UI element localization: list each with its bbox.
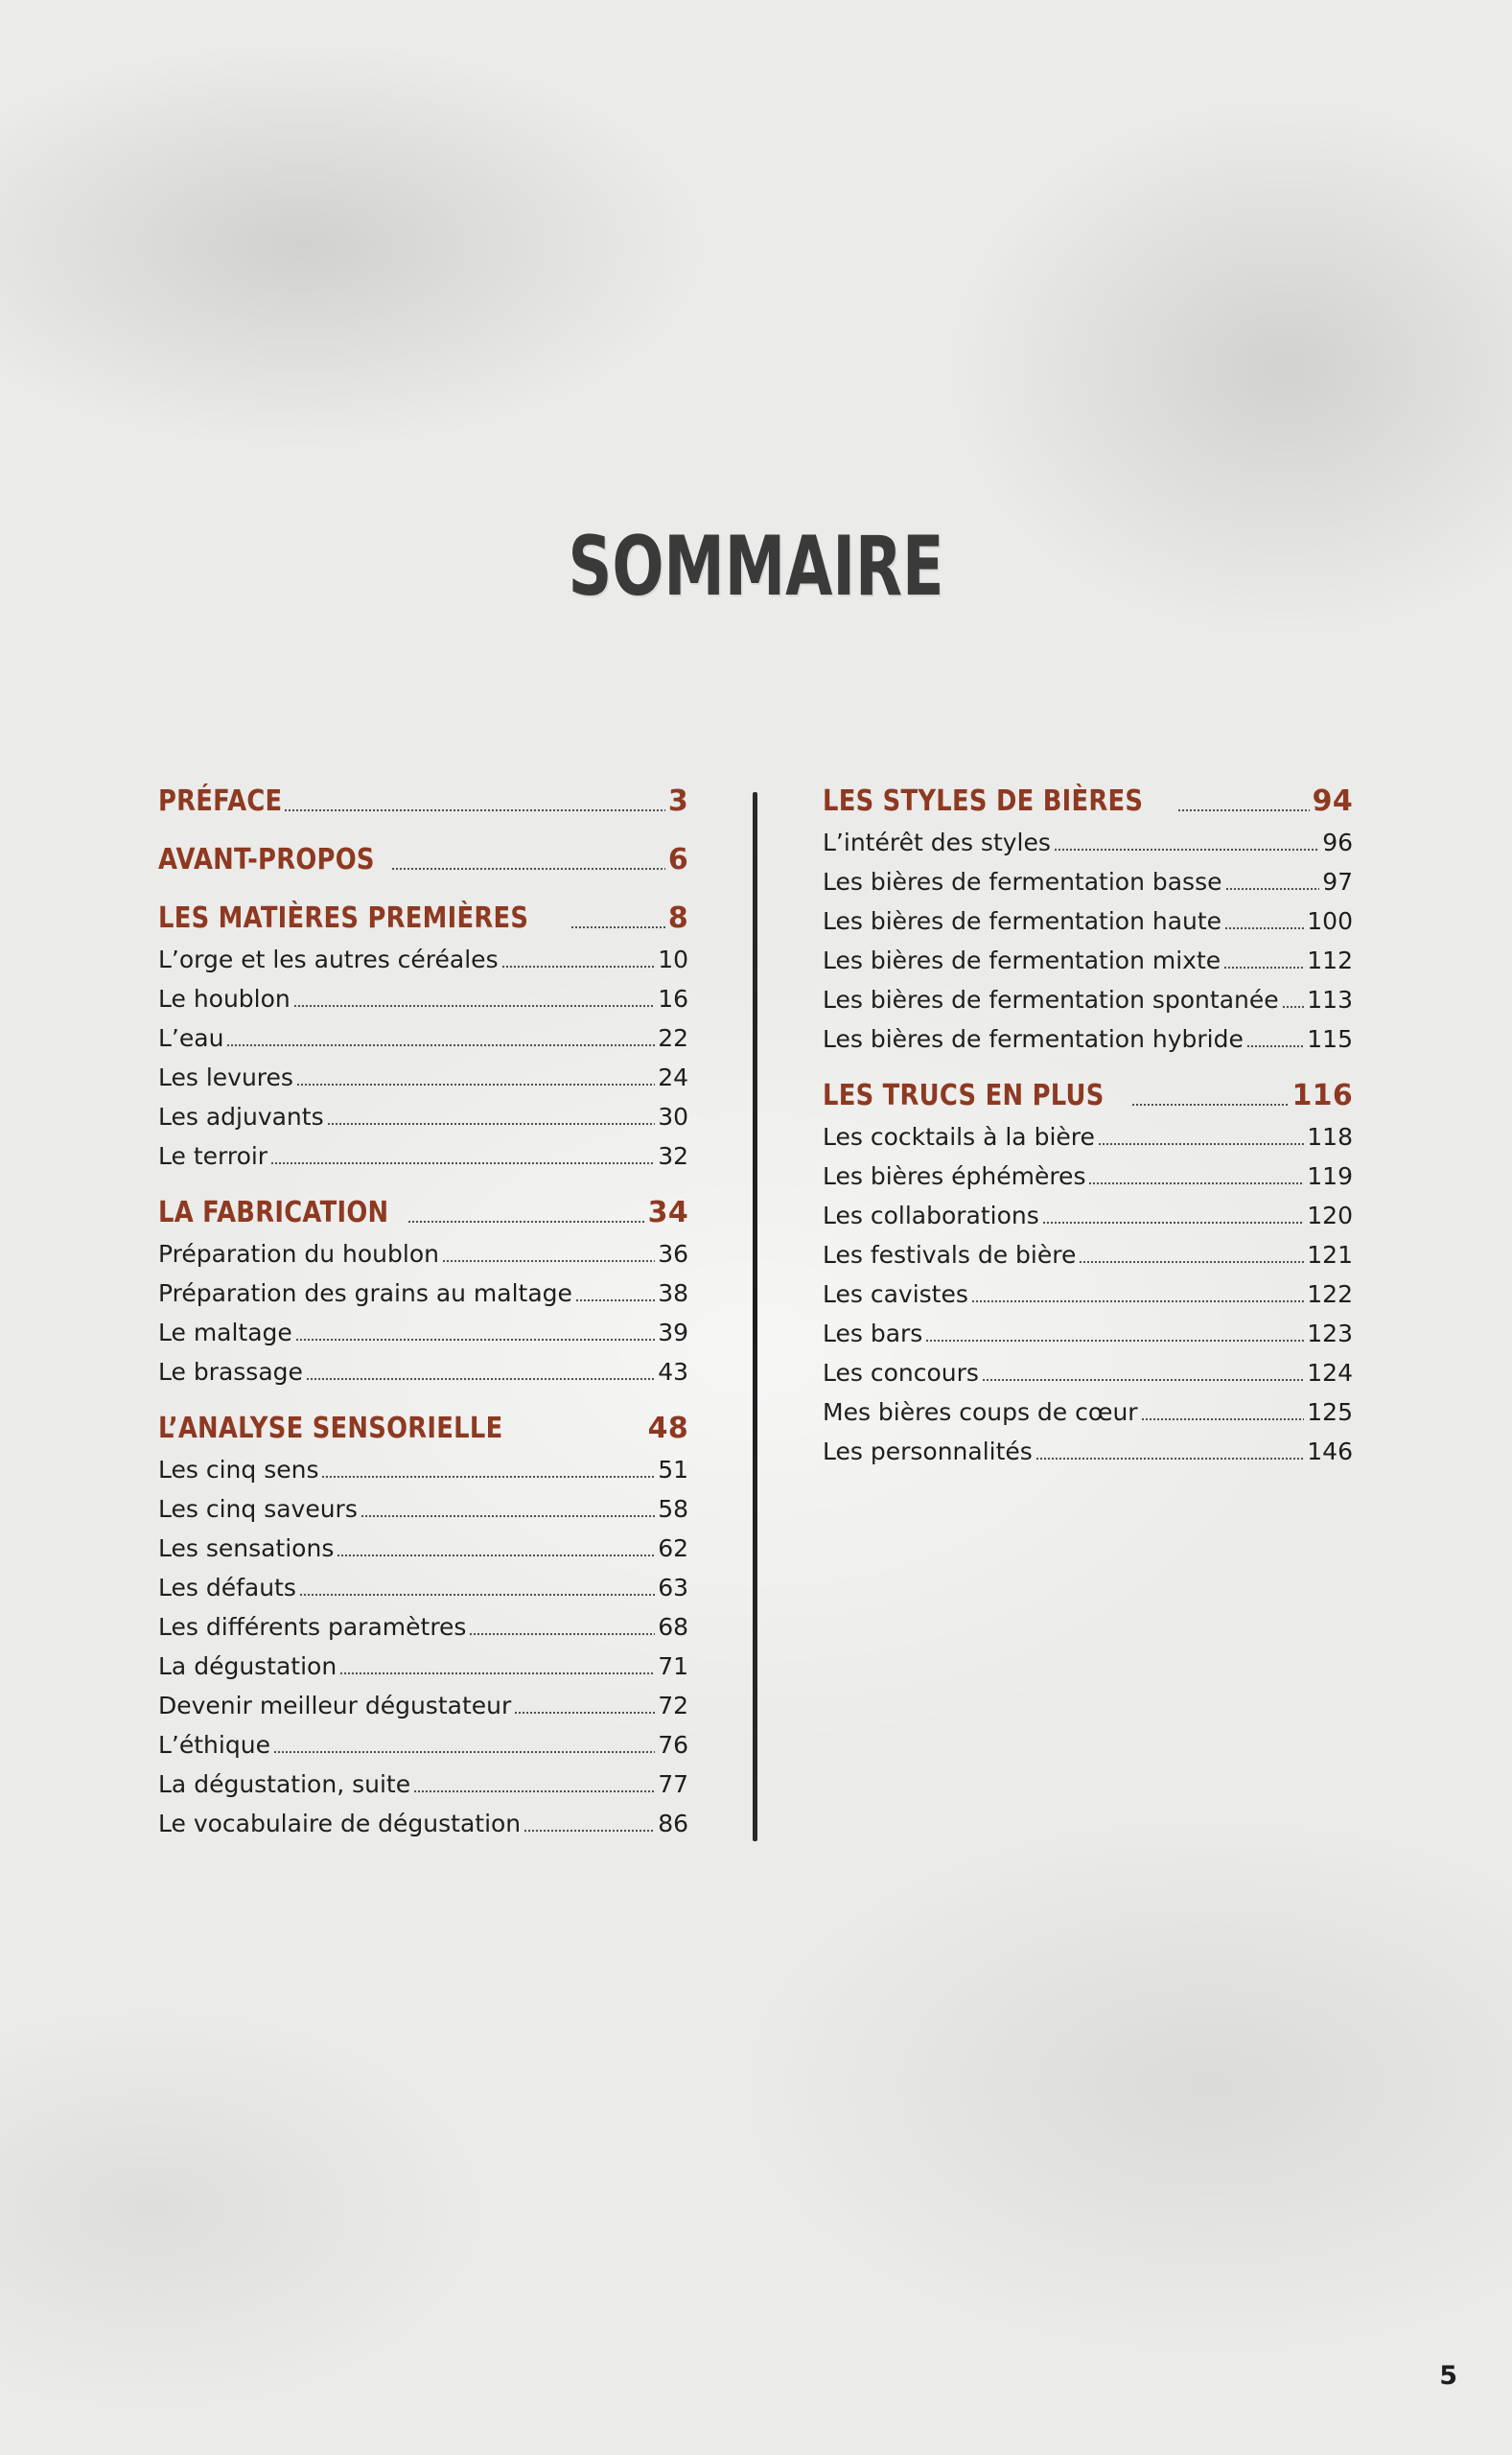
toc-entry[interactable]	[158, 1765, 688, 1804]
dot-leader	[971, 1274, 1304, 1314]
dot-leader	[1035, 1432, 1304, 1471]
dot-leader	[270, 1136, 655, 1176]
dot-leader	[1246, 1019, 1304, 1059]
toc-entry[interactable]	[823, 1432, 1353, 1471]
entry-title: L’orge et les autres céréales	[158, 946, 499, 973]
entry-title: La dégustation, suite	[158, 1770, 411, 1798]
entry-title: Les bières de fermentation mixte	[823, 947, 1221, 974]
entry-page-number: 38	[658, 1279, 688, 1307]
toc-entry[interactable]	[823, 1392, 1353, 1432]
toc-entry[interactable]	[823, 1274, 1353, 1314]
entry-title: Le maltage	[158, 1319, 292, 1346]
entry-page-number: 119	[1307, 1162, 1353, 1190]
entry-title: L’eau	[158, 1024, 224, 1052]
entry-title: Les bières de fermentation hybride	[823, 1025, 1244, 1053]
toc-entry[interactable]	[158, 940, 688, 979]
dot-leader	[1224, 901, 1304, 941]
entry-page-number: 100	[1307, 907, 1353, 935]
toc-entry[interactable]	[158, 1234, 688, 1274]
entry-title: Les sensations	[158, 1534, 335, 1562]
toc-right-column	[823, 781, 1353, 1487]
toc-entry[interactable]	[823, 1196, 1353, 1235]
section-page-number: 34	[647, 1196, 688, 1229]
entry-page-number: 71	[658, 1652, 688, 1680]
toc-section	[158, 839, 688, 881]
toc-section	[158, 898, 688, 1176]
toc-entry[interactable]	[158, 1607, 688, 1647]
dot-leader	[982, 1353, 1304, 1392]
dot-leader	[306, 1352, 655, 1391]
entry-page-number: 97	[1322, 868, 1353, 896]
dot-leader	[339, 1647, 655, 1686]
entry-page-number: 10	[658, 946, 688, 973]
toc-entry[interactable]	[823, 1235, 1353, 1274]
entry-page-number: 51	[658, 1456, 688, 1484]
entry-page-number: 24	[658, 1064, 688, 1091]
entry-title: Les levures	[158, 1064, 293, 1091]
toc-section	[158, 781, 688, 823]
entry-title: L’intérêt des styles	[823, 829, 1051, 856]
entry-page-number: 39	[658, 1319, 688, 1346]
section-title: L’ANALYSE SENSORIELLE	[158, 1412, 503, 1445]
page-title: SOMMAIRE	[568, 519, 944, 615]
toc-entry[interactable]	[823, 1314, 1353, 1353]
entry-title: Mes bières coups de cœur	[823, 1398, 1138, 1426]
entry-title: Les bières éphémères	[823, 1162, 1086, 1190]
entry-page-number: 125	[1307, 1398, 1353, 1426]
entry-page-number: 123	[1307, 1320, 1353, 1347]
dot-leader	[523, 1804, 655, 1843]
entry-page-number: 120	[1307, 1202, 1353, 1229]
entry-page-number: 68	[658, 1613, 688, 1641]
entry-page-number: 22	[658, 1024, 688, 1052]
entry-title: Les adjuvants	[158, 1103, 324, 1131]
dot-leader	[295, 1313, 655, 1352]
entry-title: Préparation des grains au maltage	[158, 1279, 572, 1307]
toc-entry[interactable]	[158, 1489, 688, 1529]
entry-page-number: 146	[1307, 1438, 1353, 1465]
toc-section-heading[interactable]	[823, 1075, 1353, 1117]
dot-leader	[413, 1765, 655, 1804]
entry-page-number: 96	[1322, 829, 1353, 856]
toc-entry[interactable]	[158, 1058, 688, 1097]
dot-leader	[321, 1450, 655, 1489]
toc-entry[interactable]	[823, 1117, 1353, 1157]
entry-title: Les cinq sens	[158, 1456, 319, 1484]
toc-entry[interactable]	[158, 1568, 688, 1607]
dot-leader	[501, 940, 656, 979]
toc-entry[interactable]	[158, 1018, 688, 1058]
entry-title: Les défauts	[158, 1574, 296, 1602]
dot-leader	[273, 1725, 655, 1765]
toc-section-heading[interactable]	[823, 781, 1353, 823]
dot-leader	[541, 1408, 645, 1450]
section-page-number: 94	[1312, 784, 1353, 818]
toc-entry[interactable]	[158, 1647, 688, 1686]
dot-leader	[293, 979, 655, 1018]
dot-leader	[1223, 941, 1304, 980]
toc-section	[823, 781, 1353, 1059]
dot-leader	[1079, 1235, 1304, 1274]
entry-title: Les bières de fermentation basse	[823, 868, 1222, 896]
dot-leader	[296, 1058, 655, 1097]
entry-page-number: 113	[1307, 986, 1353, 1014]
entry-title: Les différents paramètres	[158, 1613, 467, 1641]
toc-left-column	[158, 781, 688, 1859]
entry-page-number: 122	[1307, 1280, 1353, 1308]
entry-title: Les festivals de bière	[823, 1241, 1077, 1269]
dot-leader	[327, 1097, 656, 1136]
entry-title: Préparation du houblon	[158, 1240, 439, 1268]
dot-leader	[226, 1018, 655, 1058]
section-title: LA FABRICATION	[158, 1196, 389, 1229]
dot-leader	[391, 839, 664, 881]
section-title: LES TRUCS EN PLUS	[823, 1079, 1105, 1112]
section-title: AVANT-PROPOS	[158, 843, 375, 877]
entry-page-number: 112	[1307, 947, 1353, 974]
toc-entry[interactable]	[823, 1019, 1353, 1059]
dot-leader	[1088, 1157, 1304, 1196]
dot-leader	[1042, 1196, 1305, 1235]
entry-title: Les bières de fermentation spontanée	[823, 986, 1279, 1014]
toc-entry[interactable]	[158, 1725, 688, 1765]
entry-title: Les concours	[823, 1359, 979, 1387]
toc-entry[interactable]	[823, 941, 1353, 980]
dot-leader	[337, 1529, 655, 1568]
entry-page-number: 58	[658, 1495, 688, 1523]
dot-leader	[442, 1234, 655, 1274]
toc-entry[interactable]	[823, 1157, 1353, 1196]
toc-section-heading[interactable]	[158, 1192, 688, 1234]
entry-page-number: 43	[658, 1358, 688, 1386]
section-page-number: 8	[667, 901, 688, 935]
toc-entry[interactable]	[823, 862, 1353, 901]
entry-page-number: 115	[1307, 1025, 1353, 1053]
entry-title: Les cocktails à la bière	[823, 1123, 1095, 1151]
dot-leader	[1141, 1392, 1305, 1432]
toc-section-heading[interactable]	[158, 1408, 688, 1450]
entry-title: La dégustation	[158, 1652, 337, 1680]
dot-leader	[469, 1607, 655, 1647]
entry-title: Les cinq saveurs	[158, 1495, 358, 1523]
toc-entry[interactable]	[158, 1097, 688, 1136]
toc-entry[interactable]	[823, 980, 1353, 1019]
entry-page-number: 32	[658, 1142, 688, 1170]
dot-leader	[1098, 1117, 1304, 1157]
toc-section-heading[interactable]	[158, 839, 688, 881]
toc-entry[interactable]	[158, 1686, 688, 1725]
dot-leader	[1177, 781, 1310, 823]
entry-title: Devenir meilleur dégustateur	[158, 1692, 512, 1719]
toc-entry[interactable]	[158, 1136, 688, 1176]
toc-entry[interactable]	[158, 1274, 688, 1313]
entry-title: Les cavistes	[823, 1280, 968, 1308]
dot-leader	[1054, 823, 1319, 862]
entry-page-number: 72	[658, 1692, 688, 1719]
entry-page-number: 76	[658, 1731, 688, 1759]
entry-title: Les bars	[823, 1320, 923, 1347]
entry-page-number: 16	[658, 985, 688, 1013]
toc-section-heading[interactable]	[158, 781, 688, 823]
dot-leader	[1225, 862, 1320, 901]
entry-title: Les collaborations	[823, 1202, 1039, 1229]
dot-leader	[514, 1686, 655, 1725]
dot-leader	[570, 898, 665, 940]
section-page-number: 3	[667, 784, 688, 818]
entry-page-number: 77	[658, 1770, 688, 1798]
entry-page-number: 121	[1307, 1241, 1353, 1269]
toc-entry[interactable]	[158, 1529, 688, 1568]
toc-entry[interactable]	[823, 901, 1353, 941]
entry-page-number: 36	[658, 1240, 688, 1268]
section-page-number: 6	[667, 843, 688, 877]
entry-page-number: 118	[1307, 1123, 1353, 1151]
dot-leader	[299, 1568, 655, 1607]
entry-page-number: 86	[658, 1810, 688, 1837]
toc-section	[158, 1408, 688, 1843]
column-divider	[753, 792, 757, 1841]
entry-title: Les bières de fermentation haute	[823, 907, 1222, 935]
toc-section-heading[interactable]	[158, 898, 688, 940]
dot-leader	[361, 1489, 655, 1529]
toc-entry[interactable]	[158, 1352, 688, 1391]
section-page-number: 116	[1291, 1079, 1353, 1112]
toc-entry[interactable]	[158, 1313, 688, 1352]
section-title: PRÉFACE	[158, 784, 283, 818]
toc-section	[823, 1075, 1353, 1471]
toc-entry[interactable]	[823, 1353, 1353, 1392]
entry-title: Le houblon	[158, 985, 291, 1013]
section-title: LES STYLES DE BIÈRES	[823, 784, 1144, 818]
entry-page-number: 30	[658, 1103, 688, 1131]
entry-page-number: 62	[658, 1534, 688, 1562]
section-page-number: 48	[647, 1412, 688, 1445]
dot-leader	[925, 1314, 1304, 1353]
entry-title: Les personnalités	[823, 1438, 1033, 1465]
dot-leader	[407, 1192, 644, 1234]
toc-entry[interactable]	[823, 823, 1353, 862]
toc-section	[158, 1192, 688, 1391]
entry-page-number: 124	[1307, 1359, 1353, 1387]
entry-page-number: 63	[658, 1574, 688, 1602]
entry-title: L’éthique	[158, 1731, 270, 1759]
entry-title: Le terroir	[158, 1142, 268, 1170]
dot-leader	[1131, 1075, 1289, 1117]
entry-title: Le vocabulaire de dégustation	[158, 1810, 522, 1837]
dot-leader	[284, 781, 664, 823]
entry-title: Le brassage	[158, 1358, 303, 1386]
dot-leader	[575, 1274, 655, 1313]
page-number: 5	[1439, 2361, 1457, 2391]
toc-entry[interactable]	[158, 1450, 688, 1489]
toc-entry[interactable]	[158, 979, 688, 1018]
section-title: LES MATIÈRES PREMIÈRES	[158, 901, 529, 935]
dot-leader	[1282, 980, 1305, 1019]
toc-entry[interactable]	[158, 1804, 688, 1843]
